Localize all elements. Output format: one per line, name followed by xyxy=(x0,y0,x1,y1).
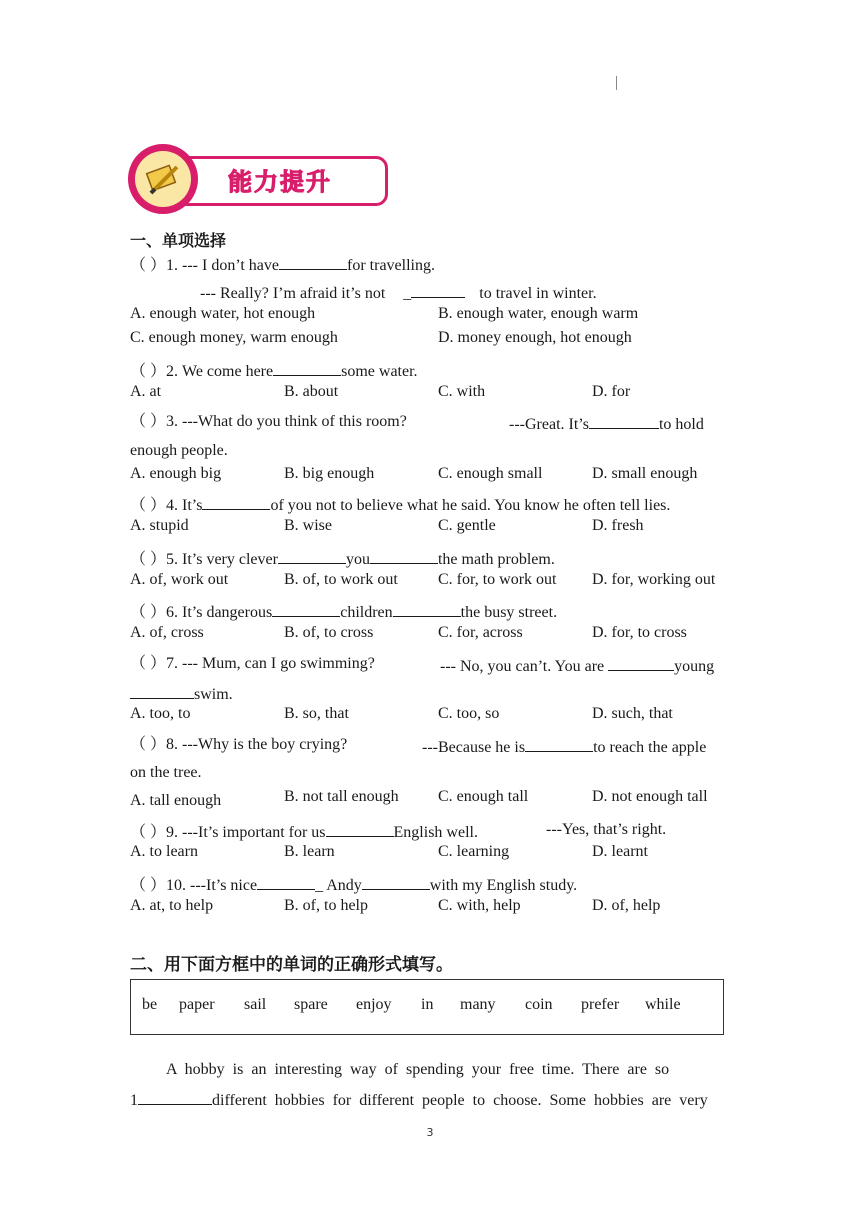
q5-option-c[interactable]: C. for, to work out xyxy=(438,571,557,588)
q10-option-b[interactable]: B. of, to help xyxy=(284,897,368,914)
q3-after: to hold xyxy=(658,416,704,433)
q5-option-b[interactable]: B. of, to work out xyxy=(284,571,398,588)
q8-mid: ---Because he is xyxy=(422,739,526,756)
passage-blank-1[interactable] xyxy=(138,1088,212,1105)
q4-option-a[interactable]: A. stupid xyxy=(130,517,189,534)
q1-line2a: --- Really? I’m afraid it’s not xyxy=(200,285,386,302)
word-prefer: prefer xyxy=(581,996,620,1013)
q10-option-d[interactable]: D. of, help xyxy=(592,897,661,914)
section2-title: 二、用下面方框中的单词的正确形式填写。 xyxy=(130,955,453,975)
q10-stem-line xyxy=(130,873,577,896)
q7-option-a[interactable]: A. too, to xyxy=(130,705,191,722)
q3-stem-right xyxy=(509,412,704,435)
q7-option-c[interactable]: C. too, so xyxy=(438,705,500,722)
q3-mid: ---Great. It’s xyxy=(509,416,589,433)
q1-stem: （ ）1. --- I don’t have xyxy=(130,257,280,274)
q3-blank[interactable] xyxy=(589,412,659,429)
q1-option-d[interactable]: D. money enough, hot enough xyxy=(438,329,632,346)
q1-stem-line xyxy=(130,253,435,276)
q9-option-c[interactable]: C. learning xyxy=(438,843,510,860)
q6-option-b[interactable]: B. of, to cross xyxy=(284,624,374,641)
q5-stem-line xyxy=(130,547,555,570)
word-be: be xyxy=(142,996,158,1013)
word-in: in xyxy=(421,996,434,1013)
q1-line2c: to travel in winter. xyxy=(479,285,597,302)
passage-number-1: 1 xyxy=(130,1092,138,1109)
passage-line2-text: different hobbies for different people to choose. Some hobbies are very xyxy=(212,1092,708,1109)
q9-blank[interactable] xyxy=(326,820,394,837)
q2-stem: （ ）2. We come here xyxy=(130,363,274,380)
q6-stem-line xyxy=(130,600,557,623)
q9-option-b[interactable]: B. learn xyxy=(284,843,335,860)
q7-after: young xyxy=(674,658,715,675)
q4-after: of you not to believe what he said. You know he often tell lies. xyxy=(270,497,671,514)
q3-line2: enough people. xyxy=(130,442,228,459)
q6-blank1[interactable] xyxy=(272,600,340,617)
q10-blank2[interactable] xyxy=(362,873,430,890)
q10-stem: （ ）10. ---It’s nice xyxy=(130,877,258,894)
q7-blank2[interactable] xyxy=(130,682,194,699)
q10-option-a[interactable]: A. at, to help xyxy=(130,897,214,914)
section-banner xyxy=(128,144,390,216)
banner-circle xyxy=(128,144,198,214)
q6-after: the busy street. xyxy=(460,604,558,621)
q5-mid: you xyxy=(345,551,370,568)
q10-blank1[interactable] xyxy=(257,873,315,890)
q6-mid: children xyxy=(340,604,393,621)
q2-option-b[interactable]: B. about xyxy=(284,383,339,400)
word-coin: coin xyxy=(525,996,553,1013)
q9-after: ---Yes, that’s right. xyxy=(546,821,667,838)
q5-blank1[interactable] xyxy=(278,547,346,564)
word-enjoy: enjoy xyxy=(356,996,392,1013)
q6-option-a[interactable]: A. of, cross xyxy=(130,624,204,641)
q8-option-a[interactable]: A. tall enough xyxy=(130,792,222,809)
header-mark xyxy=(616,76,617,90)
q6-blank2[interactable] xyxy=(393,600,461,617)
q1-option-b[interactable]: B. enough water, enough warm xyxy=(438,305,639,322)
word-spare: spare xyxy=(294,996,328,1013)
word-while: while xyxy=(645,996,681,1013)
q5-after: the math problem. xyxy=(437,551,555,568)
q1-option-a[interactable]: A. enough water, hot enough xyxy=(130,305,316,322)
banner-title: 能力提升 xyxy=(228,168,332,196)
q9-stem: （ ）9. ---It’s important for us xyxy=(130,824,326,841)
section1-title: 一、单项选择 xyxy=(130,231,227,250)
word-many: many xyxy=(460,996,496,1013)
q2-after: some water. xyxy=(341,363,418,380)
page-number: 3 xyxy=(426,1126,434,1139)
q5-blank2[interactable] xyxy=(370,547,438,564)
q4-option-c[interactable]: C. gentle xyxy=(438,517,496,534)
q8-stem-right xyxy=(422,735,706,758)
passage-line1: A hobby is an interesting way of spending your free time. There are so xyxy=(166,1061,670,1078)
q2-stem-line xyxy=(130,359,418,382)
q1-blank2[interactable] xyxy=(411,281,465,298)
q5-option-d[interactable]: D. for, working out xyxy=(592,571,716,588)
q1-line2b: _ xyxy=(403,285,412,302)
q2-option-c[interactable]: C. with xyxy=(438,383,486,400)
q1-after: for travelling. xyxy=(347,257,435,274)
q8-line2: on the tree. xyxy=(130,764,202,781)
q9-option-a[interactable]: A. to learn xyxy=(130,843,198,860)
q3-stem: （ ）3. ---What do you think of this room? xyxy=(130,413,407,430)
q9-stem-line xyxy=(130,820,478,843)
q1-line2 xyxy=(200,281,597,304)
q2-option-a[interactable]: A. at xyxy=(130,383,162,400)
q3-option-a[interactable]: A. enough big xyxy=(130,465,222,482)
q9-mid: English well. xyxy=(393,824,478,841)
q10-option-c[interactable]: C. with, help xyxy=(438,897,521,914)
q4-option-b[interactable]: B. wise xyxy=(284,517,332,534)
word-sail: sail xyxy=(244,996,267,1013)
q4-option-d[interactable]: D. fresh xyxy=(592,517,644,534)
q9-option-d[interactable]: D. learnt xyxy=(592,843,648,860)
q6-stem: （ ）6. It’s dangerous xyxy=(130,604,273,621)
q8-option-b[interactable]: B. not tall enough xyxy=(284,788,399,805)
q8-stem: （ ）8. ---Why is the boy crying? xyxy=(130,736,348,753)
pencil-book-icon xyxy=(135,151,191,207)
q10-after: with my English study. xyxy=(429,877,578,894)
q5-stem: （ ）5. It’s very clever xyxy=(130,551,278,568)
q10-mid: _ Andy xyxy=(315,877,362,894)
q4-stem: （ ）4. It’s xyxy=(130,497,203,514)
q8-option-d[interactable]: D. not enough tall xyxy=(592,788,708,805)
q6-option-d[interactable]: D. for, to cross xyxy=(592,624,687,641)
q6-option-c[interactable]: C. for, across xyxy=(438,624,523,641)
q7-option-d[interactable]: D. such, that xyxy=(592,705,673,722)
q1-option-c[interactable]: C. enough money, warm enough xyxy=(130,329,338,346)
q1-blank[interactable] xyxy=(279,253,347,270)
q3-option-d[interactable]: D. small enough xyxy=(592,465,698,482)
q7-blank1[interactable] xyxy=(608,654,674,671)
q3-option-c[interactable]: C. enough small xyxy=(438,465,543,482)
q7-option-b[interactable]: B. so, that xyxy=(284,705,349,722)
q7-mid: --- No, you can’t. You are xyxy=(440,658,605,675)
q7-stem-right xyxy=(440,654,714,677)
q2-blank[interactable] xyxy=(273,359,341,376)
q2-option-d[interactable]: D. for xyxy=(592,383,631,400)
q8-blank[interactable] xyxy=(525,735,593,752)
q3-option-b[interactable]: B. big enough xyxy=(284,465,375,482)
q8-option-c[interactable]: C. enough tall xyxy=(438,788,529,805)
q7-stem: （ ）7. --- Mum, can I go swimming? xyxy=(130,655,375,672)
q8-after: to reach the apple xyxy=(593,739,707,756)
passage-line2 xyxy=(130,1088,708,1111)
q4-blank[interactable] xyxy=(202,493,270,510)
q5-option-a[interactable]: A. of, work out xyxy=(130,571,229,588)
q7-line2 xyxy=(130,682,233,705)
word-paper: paper xyxy=(179,996,215,1013)
q7-line2-text: swim. xyxy=(194,686,233,703)
q4-stem-line xyxy=(130,493,670,516)
